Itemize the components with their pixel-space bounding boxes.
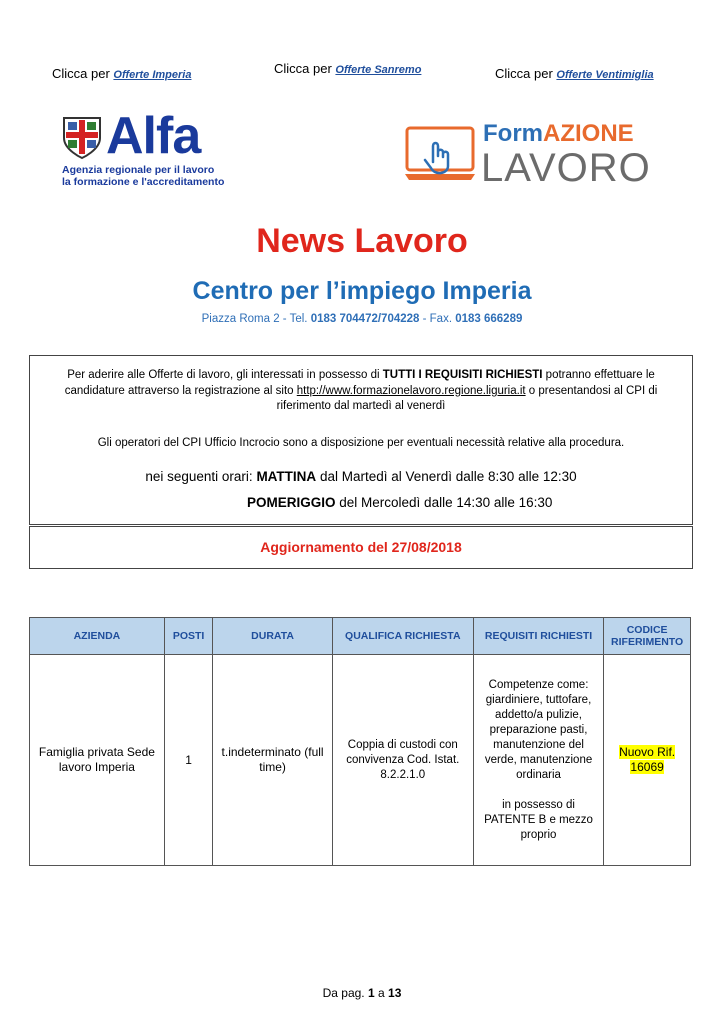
formazione-wordmark xyxy=(483,122,634,146)
top-link-sanremo-row xyxy=(274,61,421,76)
cell-durata: t.indeterminato (full time) xyxy=(213,655,332,866)
address-mid: - Fax. xyxy=(419,313,456,325)
page-title: News Lavoro xyxy=(256,222,468,260)
link-prefix: Clicca per xyxy=(495,66,553,81)
footer-text: Da pag. xyxy=(322,986,368,1000)
office-title: Centro per l’impiego Imperia xyxy=(192,277,532,305)
update-box xyxy=(29,526,693,569)
info-text: Per aderire alle Offerte di lavoro, gli interessati in possesso di xyxy=(67,369,383,381)
computer-hand-icon xyxy=(403,126,477,186)
col-durata: DURATA xyxy=(213,618,332,655)
page-footer xyxy=(0,986,724,1000)
link-offerte-imperia[interactable]: Offerte Imperia xyxy=(113,69,192,81)
alfa-wordmark: Alfa xyxy=(106,107,201,165)
top-link-ventimiglia-row xyxy=(495,66,654,81)
form-text: Form xyxy=(483,120,543,147)
link-prefix: Clicca per xyxy=(274,61,332,76)
link-prefix: Clicca per xyxy=(52,66,110,81)
alfa-subtitle-2: la formazione e l'accreditamento xyxy=(62,176,225,188)
col-codice: CODICE RIFERIMENTO xyxy=(604,618,691,655)
table-header-row xyxy=(30,618,691,655)
update-date: Aggiornamento del 27/08/2018 xyxy=(260,539,462,555)
offers-table xyxy=(29,617,691,866)
total-pages: 13 xyxy=(388,986,402,1000)
cell-posti: 1 xyxy=(164,655,213,866)
liguria-shield-icon xyxy=(62,114,102,160)
info-paragraph-1 xyxy=(38,368,684,415)
link-offerte-sanremo[interactable]: Offerte Sanremo xyxy=(335,64,422,76)
top-link-imperia-row xyxy=(52,66,191,81)
lavoro-wordmark: LAVORO xyxy=(481,146,651,190)
office-address xyxy=(0,313,724,325)
hours-text: del Mercoledì dalle 14:30 alle 16:30 xyxy=(335,495,553,510)
info-box xyxy=(29,355,693,525)
hours-bold: MATTINA xyxy=(256,469,317,484)
hours-afternoon xyxy=(247,495,552,510)
address-prefix: Piazza Roma 2 - Tel. xyxy=(201,313,311,325)
codice-riferimento: Nuovo Rif. 16069 xyxy=(619,745,676,774)
info-bold: TUTTI I REQUISITI RICHIESTI xyxy=(382,369,543,381)
hours-bold: POMERIGGIO xyxy=(247,495,336,510)
alfa-subtitle-1: Agenzia regionale per il lavoro xyxy=(62,164,215,176)
hours-text: dal Martedì al Venerdì dalle 8:30 alle 12:30 xyxy=(316,469,577,484)
footer-text: a xyxy=(374,986,389,1000)
cell-requisiti xyxy=(473,655,603,866)
azione-text: AZIONE xyxy=(543,120,634,147)
hours-morning xyxy=(38,469,684,484)
cell-codice xyxy=(604,655,691,866)
current-page: 1 xyxy=(367,986,375,1000)
link-offerte-ventimiglia[interactable]: Offerte Ventimiglia xyxy=(556,69,654,81)
address-fax: 0183 666289 xyxy=(455,313,523,325)
col-qualifica: QUALIFICA RICHIESTA xyxy=(332,618,473,655)
col-requisiti: REQUISITI RICHIESTI xyxy=(473,618,603,655)
requisiti-competenze: Competenze come: giardiniere, tuttofare, addetto/a pulizie, preparazione pasti, manutenzione del verde, manutenzione ordinaria xyxy=(484,678,593,781)
cell-azienda: Famiglia privata Sede lavoro Imperia xyxy=(30,655,165,866)
info-text: o presentandosi al CPI di riferimento dal martedì al venerdì xyxy=(276,384,658,412)
hours-text: nei seguenti orari: xyxy=(145,469,257,484)
info-text: potranno effettuare le candidature attraverso la registrazione al sito xyxy=(64,369,655,397)
col-azienda: AZIENDA xyxy=(30,618,165,655)
alfa-logo xyxy=(62,107,242,192)
col-posti: POSTI xyxy=(164,618,213,655)
address-tel: 0183 704472/704228 xyxy=(310,313,420,325)
formazione-lavoro-logo xyxy=(403,118,653,190)
table-row xyxy=(30,655,691,866)
info-paragraph-2: Gli operatori del CPI Ufficio Incrocio sono a disposizione per eventuali necessità relative alla procedura. xyxy=(97,437,625,449)
cell-qualifica: Coppia di custodi con convivenza Cod. Istat. 8.2.2.1.0 xyxy=(332,655,473,866)
requisiti-patente: in possesso di PATENTE B e mezzo proprio xyxy=(484,798,593,841)
regione-link[interactable]: http://www.formazionelavoro.regione.liguria.it xyxy=(296,384,526,397)
